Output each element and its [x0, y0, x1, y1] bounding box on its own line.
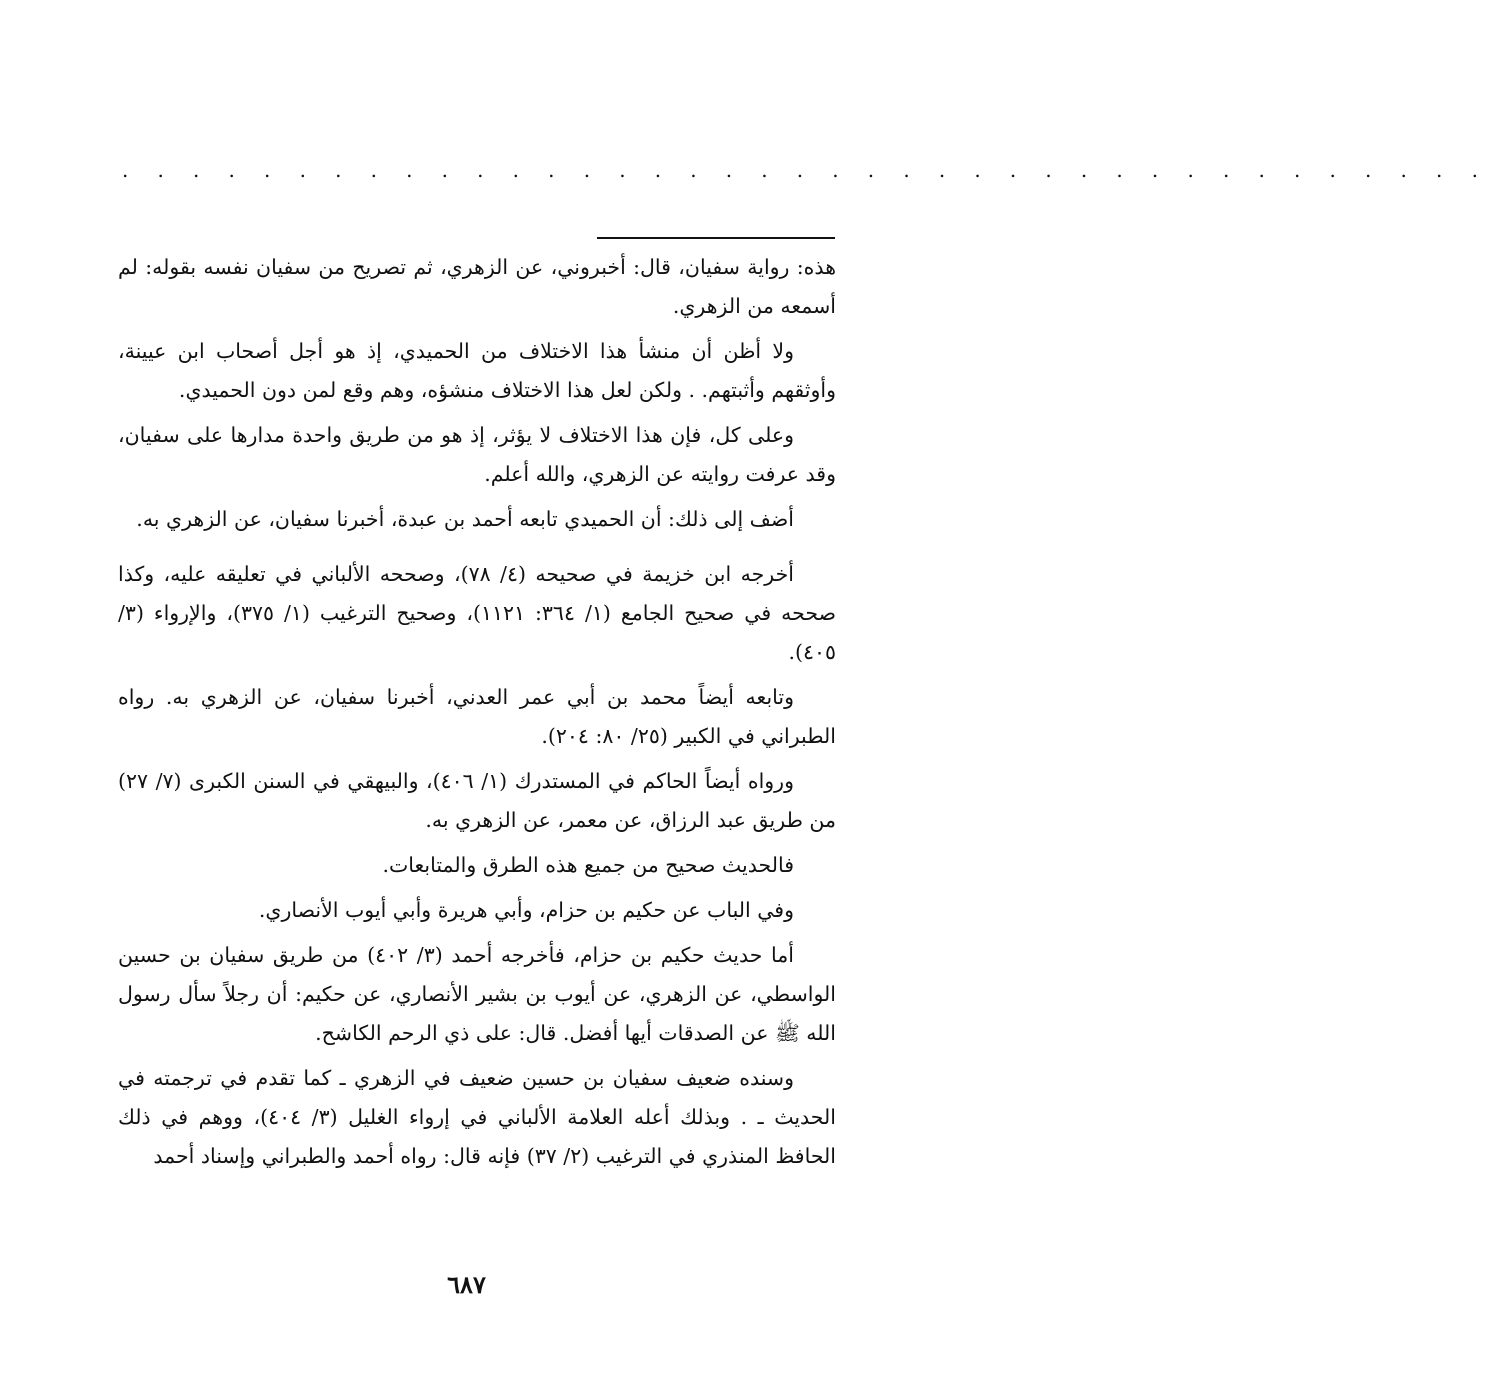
- paragraph: أما حديث حكيم بن حزام، فأخرجه أحمد (٣/ ٤٠٢) من طريق سفيان بن حسين الواسطي، عن الزهري، عن أيوب بن بشير الأنصاري، عن حكيم: أن رجلاً سأل رسول الله ﷺ عن الصدقات أيها أفضل. قال: على ذي الرحم الكاشح.: [118, 943, 836, 1045]
- paragraph: وتابعه أيضاً محمد بن أبي عمر العدني، أخبرنا سفيان، عن الزهري به. رواه الطبراني في الكبير (٢٥/ ٨٠: ٢٠٤).: [118, 685, 836, 748]
- paragraph: ورواه أيضاً الحاكم في المستدرك (١/ ٤٠٦)، والبيهقي في السنن الكبرى (٧/ ٢٧) من طريق عبد الرزاق، عن معمر، عن الزهري به.: [118, 769, 836, 832]
- paragraph: وعلى كل، فإن هذا الاختلاف لا يؤثر، إذ هو من طريق واحدة مدارها على سفيان، وقد عرفت روايته عن الزهري، والله أعلم.: [118, 423, 836, 486]
- paragraph: أضف إلى ذلك: أن الحميدي تابعه أحمد بن عبدة، أخبرنا سفيان، عن الزهري به.: [136, 507, 794, 531]
- paragraph: وسنده ضعيف سفيان بن حسين ضعيف في الزهري ـ كما تقدم في ترجمته في الحديث ـ . وبذلك أعله العلامة الألباني في إرواء الغليل (٣/ ٤٠٤)، ووهم في ذلك الحافظ المنذري في الترغيب (٢/ ٣٧) فإنه قال: رواه أحمد والطبراني وإسناد أحمد: [118, 1066, 836, 1168]
- paragraph: أخرجه ابن خزيمة في صحيحه (٤/ ٧٨)، وصححه الألباني في تعليقه عليه، وكذا صححه في صحيح الجامع (١/ ٣٦٤: ١١٢١)، وصحيح الترغيب (١/ ٣٧٥)، والإرواء (٣/ ٤٠٥).: [118, 562, 836, 664]
- footnote-body: [118, 248, 836, 1182]
- footnote-rule: [597, 237, 835, 239]
- paragraph: هذه: رواية سفيان، قال: أخبروني، عن الزهري، ثم تصريح من سفيان نفسه بقوله: لم أسمعه من الزهري.: [118, 255, 836, 318]
- dotted-separator: . . . . . . . . . . . . . . . . . . . . . . . . . . . . . . . . . . . . . . .: [122, 158, 1489, 182]
- paragraph: ولا أظن أن منشأ هذا الاختلاف من الحميدي، إذ هو أجل أصحاب ابن عيينة، وأوثقهم وأثبتهم. . ولكن لعل هذا الاختلاف منشؤه، وهم وقع لمن دون الحميدي.: [118, 339, 836, 402]
- paragraph: فالحديث صحيح من جميع هذه الطرق والمتابعات.: [382, 853, 794, 877]
- page-number: ٦٨٧: [447, 1270, 486, 1299]
- paragraph: وفي الباب عن حكيم بن حزام، وأبي هريرة وأبي أيوب الأنصاري.: [258, 898, 794, 922]
